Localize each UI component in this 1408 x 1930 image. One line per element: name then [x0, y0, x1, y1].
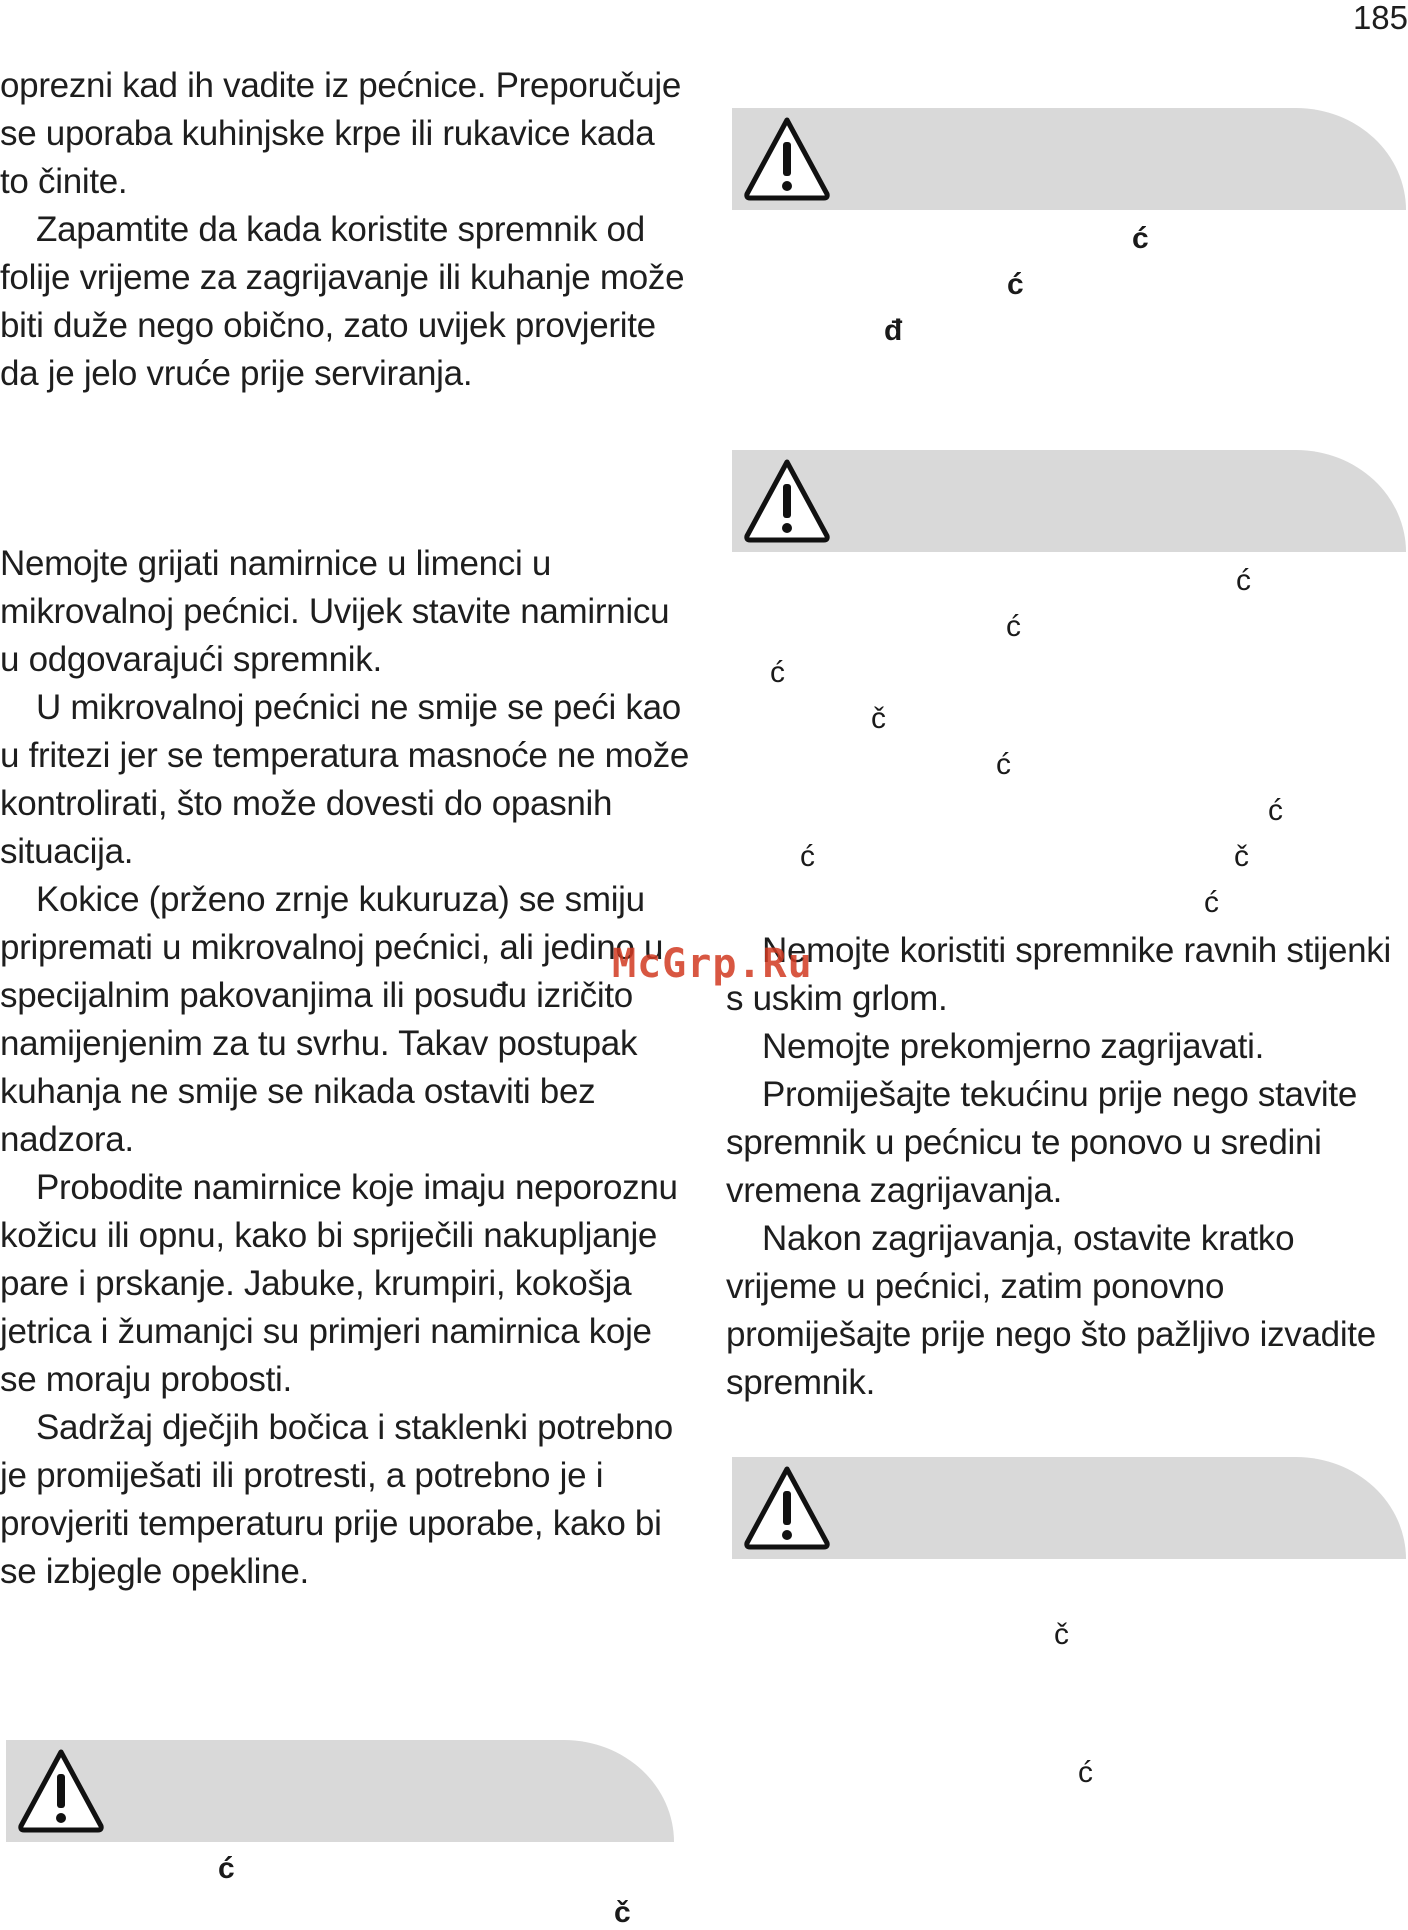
stray-glyph: ć [1132, 222, 1149, 255]
warning-triangle-icon [16, 1746, 106, 1836]
stray-glyph: ć [1078, 1756, 1093, 1789]
paragraph: U mikrovalnoj pećnici ne smije se peći kao u fritezi jer se temperatura masnoće ne može kontrolirati, što može dovesti do opasnih situacija. [0, 688, 690, 871]
warning-triangle-icon [742, 1463, 832, 1553]
paragraph: Zapamtite da kada koristite spremnik od folije vrijeme za zagrijavanje ili kuhanje može biti duže nego obično, zato uvijek provjerite da je jelo vruće prije serviranja. [0, 210, 685, 393]
paragraph: Kokice (prženo zrnje kukuruza) se smiju pripremati u mikrovalnoj pećnici, ali jedino u specijalnim pakovanjima ili posuđu izričito namijenjenim za tu svrhu. Takav postupak kuhanja ne smije se nikada ostaviti bez nadzora. [0, 880, 664, 1159]
stray-glyph: đ [884, 314, 903, 347]
warning-triangle-icon [742, 114, 832, 204]
paragraph: Nemojte koristiti spremnike ravnih stijenki s uskim grlom. [726, 931, 1391, 1018]
paragraph: Probodite namirnice koje imaju neporoznu kožicu ili opnu, kako bi spriječili nakupljanje pare i prskanje. Jabuke, krumpiri, kokošja jetrica i žumanjci su primjeri namirnica koje se moraju probosti. [0, 1168, 678, 1399]
stray-glyph: ć [800, 840, 815, 873]
warning-band [732, 1457, 1406, 1559]
stray-glyph: ć [218, 1852, 235, 1885]
left-column [0, 62, 690, 1596]
stray-glyph: ć [1007, 268, 1024, 301]
warning-band [732, 108, 1406, 210]
stray-glyph: č [614, 1896, 631, 1929]
paragraph: oprezni kad ih vadite iz pećnice. Preporučuje se uporaba kuhinjske krpe ili rukavice kada to činite. [0, 66, 682, 201]
stray-glyph: ć [1236, 564, 1251, 597]
stray-glyph: č [871, 702, 886, 735]
stray-glyph: ć [770, 656, 785, 689]
paragraph: Nakon zagrijavanja, ostavite kratko vrijeme u pećnici, zatim ponovno promiješajte prije nego što pažljivo izvadite spremnik. [726, 1219, 1376, 1402]
stray-glyph: ć [996, 748, 1011, 781]
stray-glyph: ć [1204, 886, 1219, 919]
warning-band [6, 1740, 674, 1842]
stray-glyph: č [1054, 1618, 1069, 1651]
paragraph: Sadržaj dječjih bočica i staklenki potrebno je promiješati ili protresti, a potrebno je i provjeriti temperaturu prije uporabe, kako bi se izbjegle opekline. [0, 1408, 673, 1591]
warning-triangle-icon [742, 456, 832, 546]
right-column [726, 927, 1406, 1407]
spacer [0, 398, 690, 540]
paragraph: Promiješajte tekućinu prije nego stavite spremnik u pećnicu te ponovo u sredini vremena zagrijavanja. [726, 1075, 1357, 1210]
stray-glyph: ć [1268, 794, 1283, 827]
watermark: McGrp.Ru [612, 941, 813, 987]
paragraph: Nemojte prekomjerno zagrijavati. [762, 1027, 1265, 1066]
page-number: 185 [1352, 0, 1408, 36]
paragraph: Nemojte grijati namirnice u limenci u mikrovalnoj pećnici. Uvijek stavite namirnicu u odgovarajući spremnik. [0, 544, 670, 679]
stray-glyph: ć [1006, 610, 1021, 643]
warning-band [732, 450, 1406, 552]
stray-glyph: č [1234, 840, 1249, 873]
